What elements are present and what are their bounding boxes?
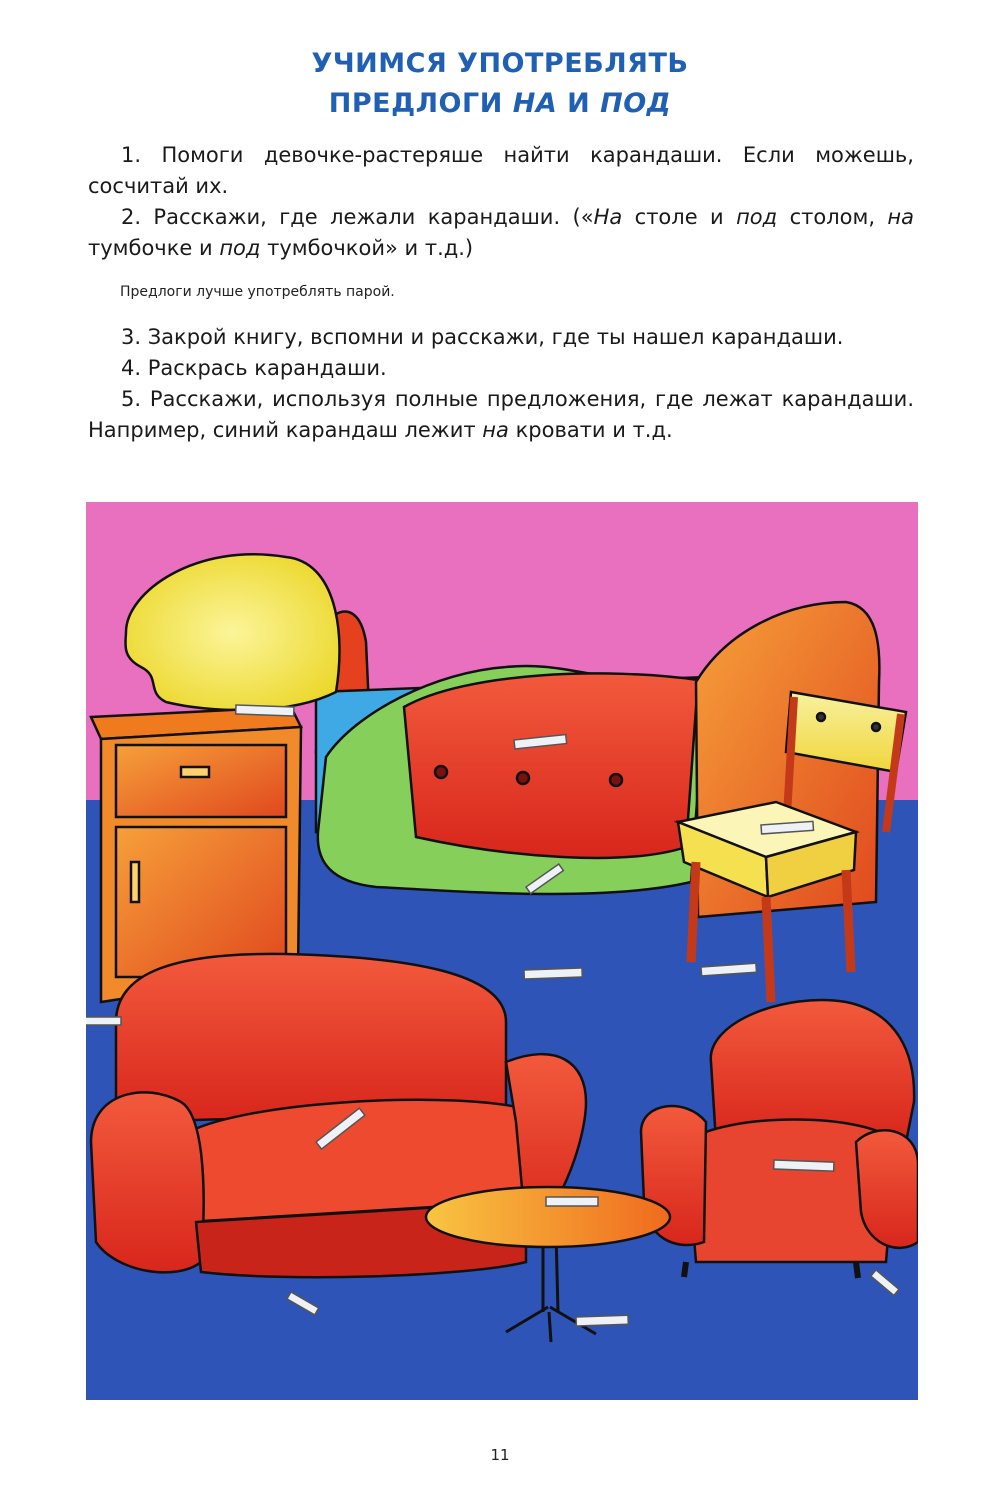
sofa-arm-left bbox=[91, 1092, 204, 1272]
title-line-2 bbox=[0, 84, 1000, 124]
tasks-block-1 bbox=[88, 140, 914, 264]
title-word-prepositions: ПРЕДЛОГИ bbox=[328, 88, 513, 119]
room-svg bbox=[86, 502, 918, 1400]
title-word-pod: ПОД bbox=[600, 88, 672, 119]
task-3: 3. Закрой книгу, вспомни и расскажи, где ты нашел карандаши. bbox=[121, 325, 844, 349]
task-2-na: На bbox=[593, 205, 623, 229]
task-1: 1. Помоги девочке-растеряше найти карандаши. Если можешь, сосчитай их. bbox=[88, 143, 914, 198]
task-2 bbox=[88, 202, 914, 264]
title-word-na: НА bbox=[512, 88, 558, 119]
task-5-part: кровати и т.д. bbox=[508, 418, 673, 442]
task-2-part: 2. Расскажи, где лежали карандаши. (« bbox=[121, 205, 594, 229]
tasks-block-2 bbox=[88, 322, 914, 446]
title-word-and: И bbox=[557, 88, 601, 119]
task-2-na: на bbox=[887, 205, 915, 229]
drawer-handle bbox=[181, 767, 209, 777]
chair-bolt bbox=[817, 713, 825, 721]
task-2-pod: под bbox=[219, 236, 261, 260]
task-4: 4. Раскрась карандаши. bbox=[121, 356, 387, 380]
nightstand-drawer bbox=[116, 745, 286, 817]
pencil bbox=[546, 1197, 598, 1206]
task-5 bbox=[88, 384, 914, 446]
door-handle bbox=[131, 862, 139, 902]
sofa-back bbox=[116, 954, 506, 1122]
bed-button bbox=[435, 766, 447, 778]
pencil bbox=[524, 968, 582, 979]
bed-button bbox=[610, 774, 622, 786]
task-2-part: столе и bbox=[622, 205, 737, 229]
pencil bbox=[86, 1017, 121, 1025]
task-2-pod: под bbox=[736, 205, 778, 229]
table-top bbox=[426, 1187, 670, 1247]
teacher-note: Предлоги лучше употреблять парой. bbox=[120, 284, 395, 300]
page-title bbox=[0, 44, 1000, 124]
task-2-part: тумбочкой» и т.д.) bbox=[260, 236, 474, 260]
title-line-1: УЧИМСЯ УПОТРЕБЛЯТЬ bbox=[311, 48, 689, 79]
pencil bbox=[774, 1160, 834, 1171]
task-5-na: на bbox=[482, 418, 509, 442]
red-bedspread bbox=[404, 673, 698, 857]
task-5-part: 5. Расскажи, используя полные предложения, где лежат карандаши. Например, синий карандаш лежит bbox=[88, 387, 914, 442]
pencil bbox=[576, 1315, 628, 1326]
task-2-part: столом, bbox=[777, 205, 888, 229]
page-number: 11 bbox=[490, 1446, 510, 1464]
room-illustration bbox=[86, 502, 918, 1400]
chair-bolt bbox=[872, 723, 880, 731]
pencil bbox=[236, 705, 294, 716]
bed-button bbox=[517, 772, 529, 784]
task-2-part: тумбочке и bbox=[88, 236, 220, 260]
